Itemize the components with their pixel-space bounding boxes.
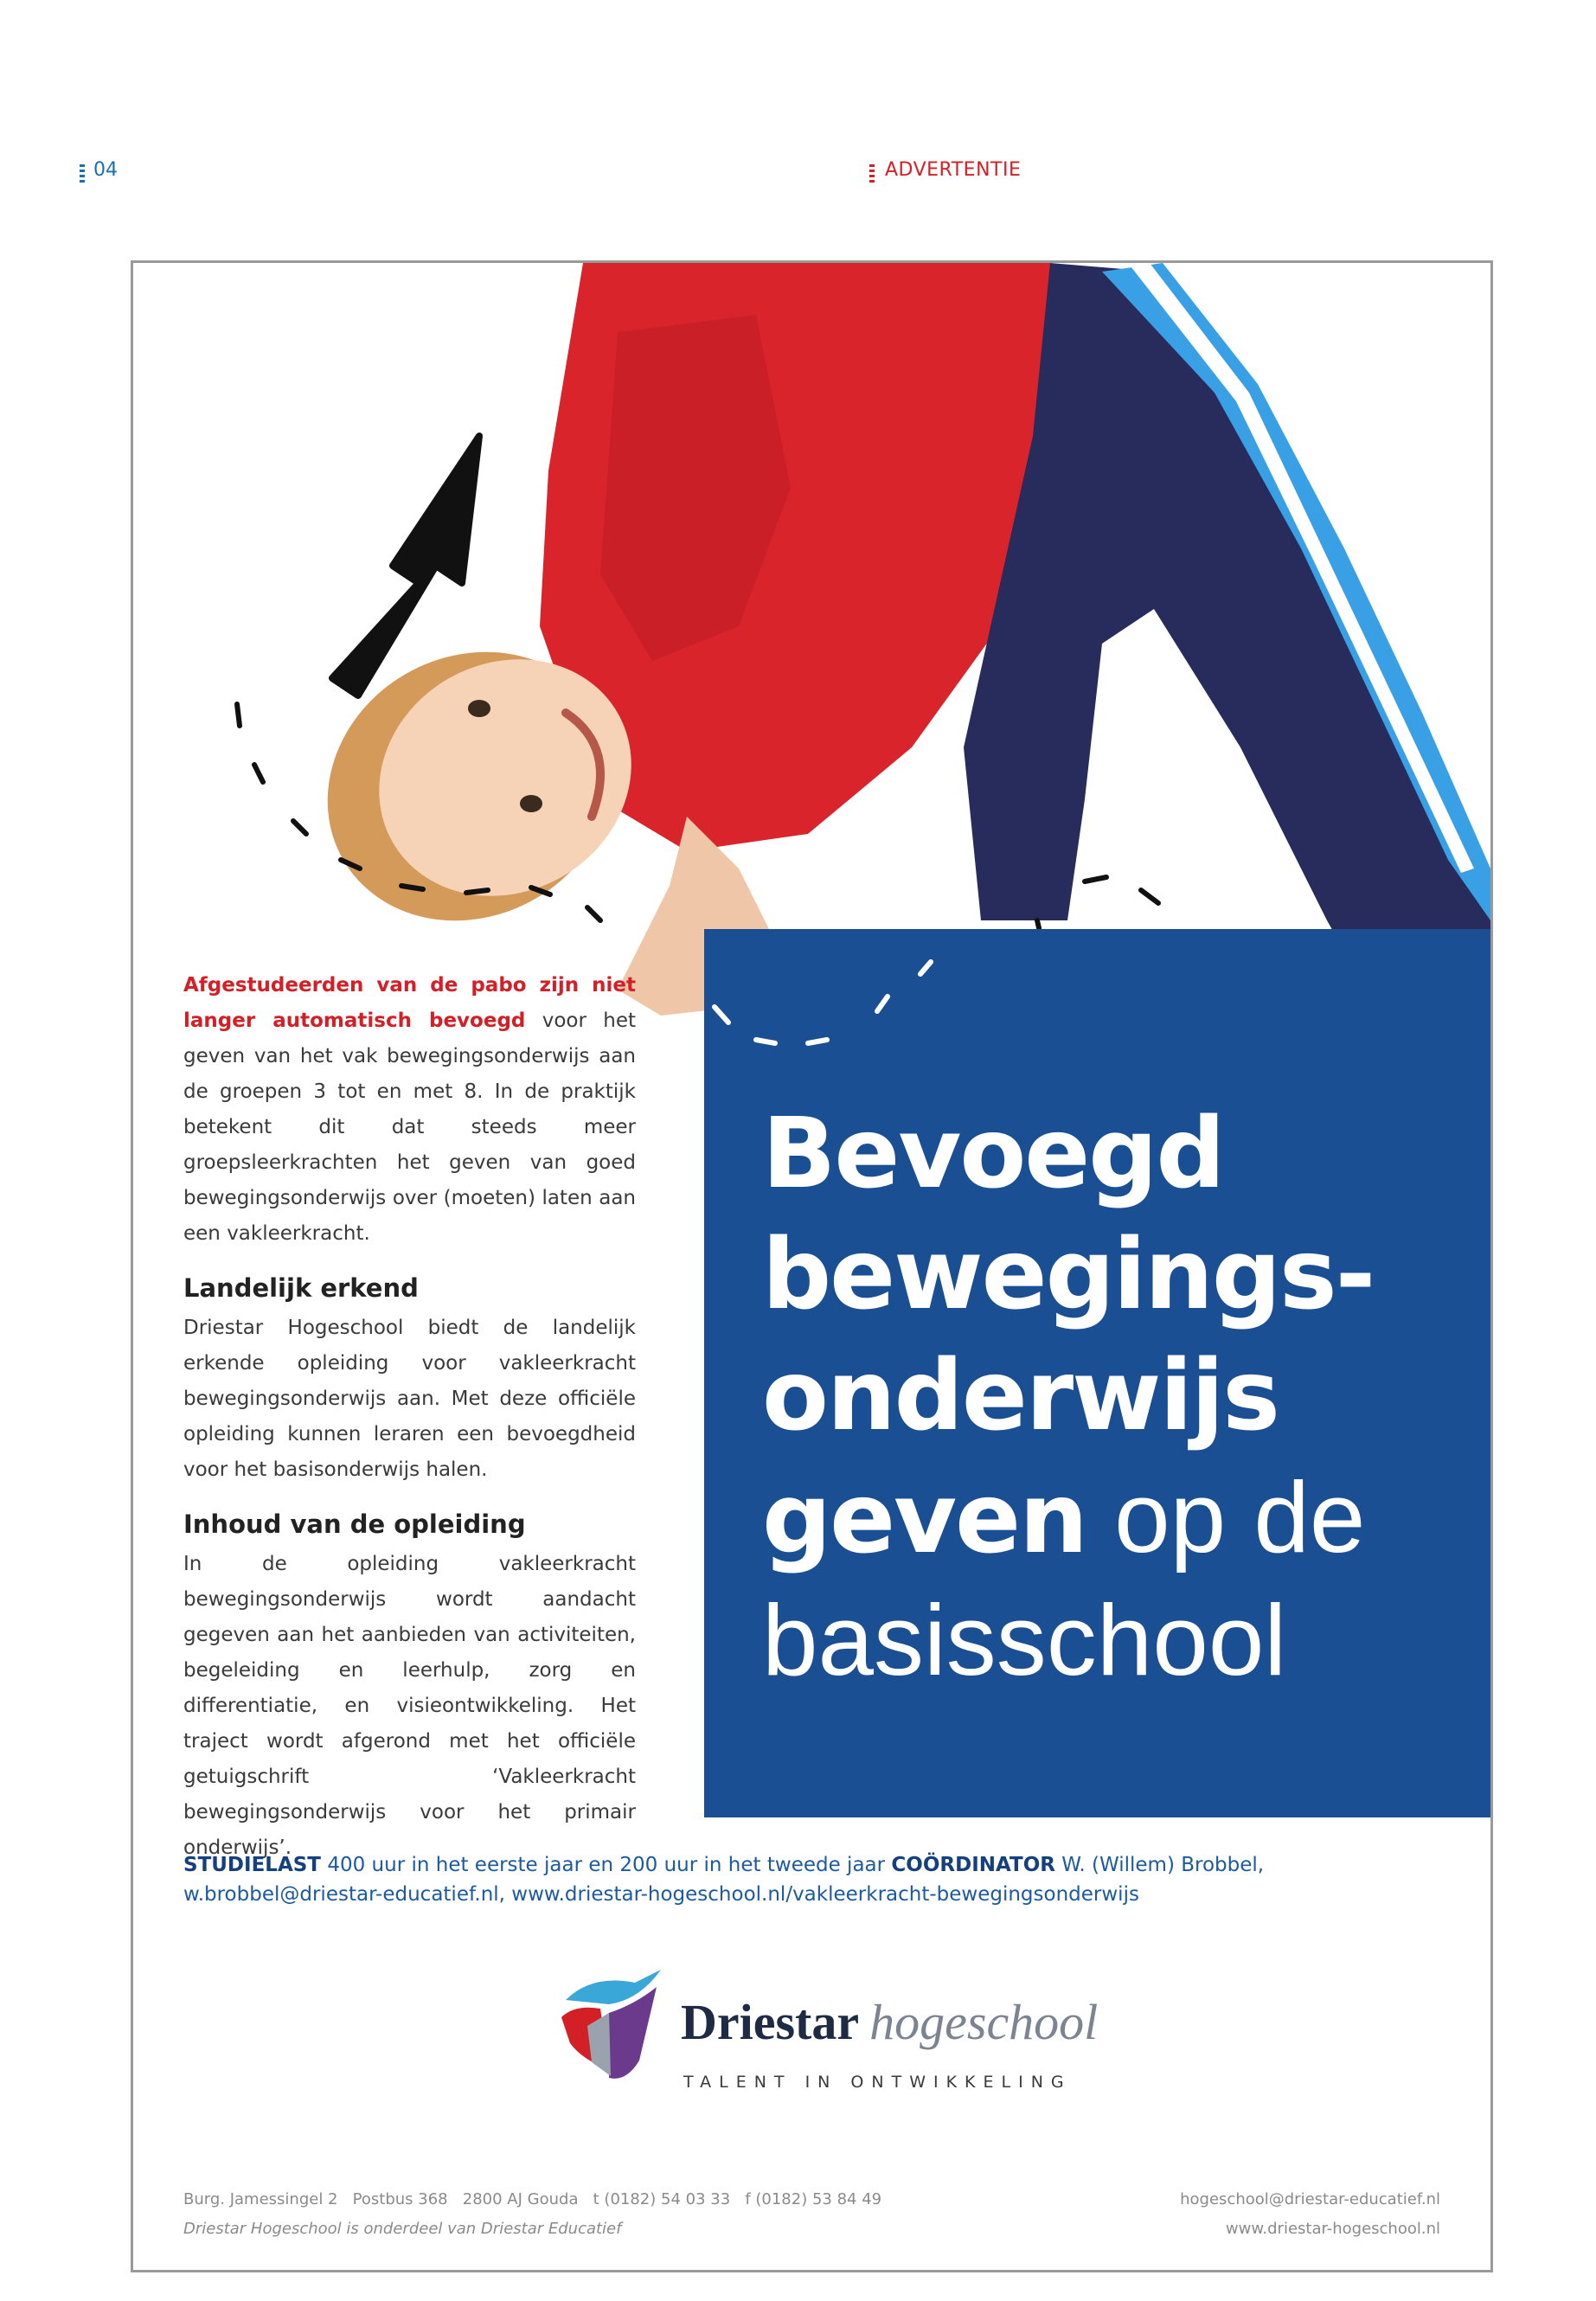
logo-tagline: TALENT IN ONTWIKKELING [683,2073,1072,2092]
headline-line-5: basisschool [762,1584,1287,1696]
child-eye-left [468,700,490,717]
headline-line-2: bewegings- [762,1219,1375,1331]
footer-website-link[interactable]: www.driestar-hogeschool.nl [1225,2220,1440,2238]
footer-contact-block [1180,2185,1440,2244]
driestar-logo-name [681,1993,1098,2051]
article-intro-lead: Afgestudeerden van de pabo zijn niet langer automatisch bevoegd [183,974,636,1032]
article-section-2-body: In de opleiding vakleerkracht bewegingsonderwijs wordt aandacht gegeven aan het aanbieden van activiteiten, begeleiding en leerhulp, zorg en differentiatie, en visieontwikkeling. Het traject wordt afgerond met het officiële getuigschrift ‘Vakleerkracht bewegingsonderwijs voor het primair onderwijs’. [183,1553,636,1859]
page-number-marker [80,164,85,185]
headline-line-4-bold: geven [762,1463,1086,1575]
studielast-label: STUDIELAST [183,1854,322,1876]
article-section-2-title: Inhoud van de opleiding [183,1509,526,1539]
footer-address: Burg. Jamessingel 2 Postbus 368 2800 AJ Gouda t (0182) 54 03 33 f (0182) 53 84 49 [183,2190,882,2208]
child-eye-right [520,795,542,812]
coordinator-text: W. (Willem) Brobbel, [1054,1854,1265,1876]
section-label-marker [869,164,875,185]
article-intro-rest: voor het geven van het vak bewegingsonderwijs aan de groepen 3 tot en met 8. In de praktijk betekent dit dat steeds meer groepsleerkrachten het geven van goed bewegingsonderwijs over (moeten) laten aan een vakleerkracht. [183,1009,636,1245]
footer-address-block [183,2185,881,2244]
driestar-logo [557,1965,1145,2112]
page-number [80,159,118,181]
headline-line-3: onderwijs [762,1340,1279,1452]
logo-name-italic: hogeschool [869,1994,1099,2050]
headline-line-1: Bevoegd [762,1098,1224,1210]
section-label [869,159,1021,181]
article-intro [183,968,636,1252]
contact-links[interactable]: w.brobbel@driestar-educatief.nl, www.driestar-hogeschool.nl/vakleerkracht-bewegingsonderwijs [183,1883,1139,1906]
headline [762,1093,1374,1701]
section-label-text: ADVERTENTIE [885,159,1022,181]
coordinator-label: COÖRDINATOR [891,1854,1055,1876]
panel-motion-dashes [704,929,1490,1059]
page-number-text: 04 [93,159,118,181]
article-text [183,968,636,1866]
study-info-line-1 [183,1850,1412,1880]
article-section-1-title: Landelijk erkend [183,1273,419,1303]
study-info [183,1850,1412,1909]
footer-email-link[interactable]: hogeschool@driestar-educatief.nl [1180,2190,1440,2208]
logo-name-bold: Driestar [681,1994,860,2050]
headline-line-4 [762,1457,1374,1580]
article-section-1-body: Driestar Hogeschool biedt de landelijk erkende opleiding voor vakleerkracht bewegingsonderwijs aan. Met deze officiële opleiding kunnen leraren een bevoegdheid voor het basisonderwijs halen. [183,1317,636,1481]
footer-parent-note: Driestar Hogeschool is onderdeel van Driestar Educatief [183,2220,622,2238]
driestar-logo-icon [557,1965,670,2086]
advertisement [131,260,1493,2272]
page-header [0,159,1596,194]
studielast-text: 400 uur in het eerste jaar en 200 uur in het tweede jaar [321,1854,892,1876]
headline-line-4-light: op de [1086,1461,1366,1574]
